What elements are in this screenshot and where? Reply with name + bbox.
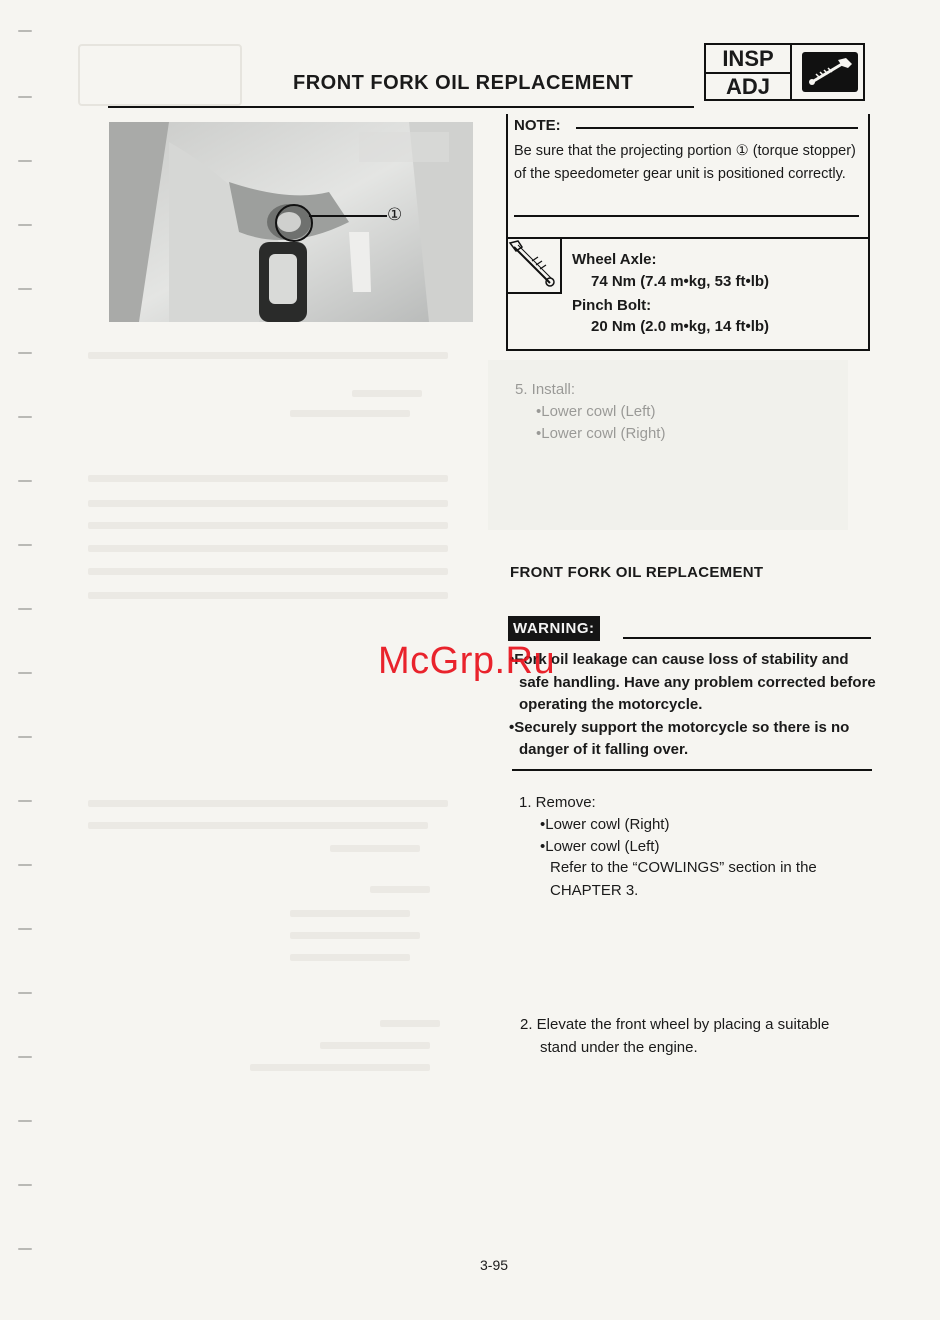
warning-text xyxy=(509,649,881,762)
callout-circle xyxy=(275,204,313,242)
title-rule xyxy=(108,106,694,108)
step1-item-left: •Lower cowl (Left) xyxy=(540,838,660,855)
note-rule-top xyxy=(576,127,858,129)
step1-reference-line2: CHAPTER 3. xyxy=(550,882,639,899)
warning-rule-bottom xyxy=(512,769,872,771)
section-badge xyxy=(704,43,865,101)
callout-leader xyxy=(309,215,387,217)
badge-adj-label: ADJ xyxy=(725,74,770,99)
step1-heading: 1. Remove: xyxy=(519,794,596,811)
torque-value-pinch-bolt: 20 Nm (2.0 m•kg, 14 ft•lb) xyxy=(591,318,770,335)
scan-texture xyxy=(488,360,848,530)
page-number: 3-95 xyxy=(480,1257,509,1273)
torque-value-wheel-axle: 74 Nm (7.4 m•kg, 53 ft•lb) xyxy=(591,273,770,290)
torque-wrench-icon xyxy=(506,237,562,294)
warning-item-support: •Securely support the motorcycle so there is no danger of it falling over. xyxy=(509,718,850,758)
note-rule-bottom xyxy=(514,215,859,217)
step2-line2: stand under the engine. xyxy=(540,1039,698,1056)
callout-number: ① xyxy=(387,205,403,224)
note-label: NOTE: xyxy=(514,117,561,134)
warning-label: WARNING: xyxy=(508,616,600,641)
badge-divider xyxy=(790,45,792,99)
page-title: FRONT FORK OIL REPLACEMENT xyxy=(293,72,634,94)
badge-insp-label: INSP xyxy=(706,45,790,74)
torque-label-pinch-bolt: Pinch Bolt: xyxy=(572,297,652,314)
step1-item-right: •Lower cowl (Right) xyxy=(540,816,670,833)
warning-rule-top xyxy=(623,637,871,639)
step1-reference-line1: Refer to the “COWLINGS” section in the xyxy=(550,859,817,876)
step2-line1: 2. Elevate the front wheel by placing a suitable xyxy=(520,1016,830,1033)
watermark-text: McGrp.Ru xyxy=(378,640,556,682)
shock-absorber-wrench-icon xyxy=(802,52,858,92)
torque-label-wheel-axle: Wheel Axle: xyxy=(572,251,657,268)
warning-item-leakage: •Fork oil leakage can cause loss of stability and safe handling. Have any problem corrected before operating the motorcycle. xyxy=(509,651,876,713)
speedometer-gear-photo xyxy=(109,122,473,322)
note-text: Be sure that the projecting portion ① (torque stopper) of the speedometer gear unit is positioned correctly. xyxy=(514,143,856,182)
section-heading: FRONT FORK OIL REPLACEMENT xyxy=(510,564,764,581)
